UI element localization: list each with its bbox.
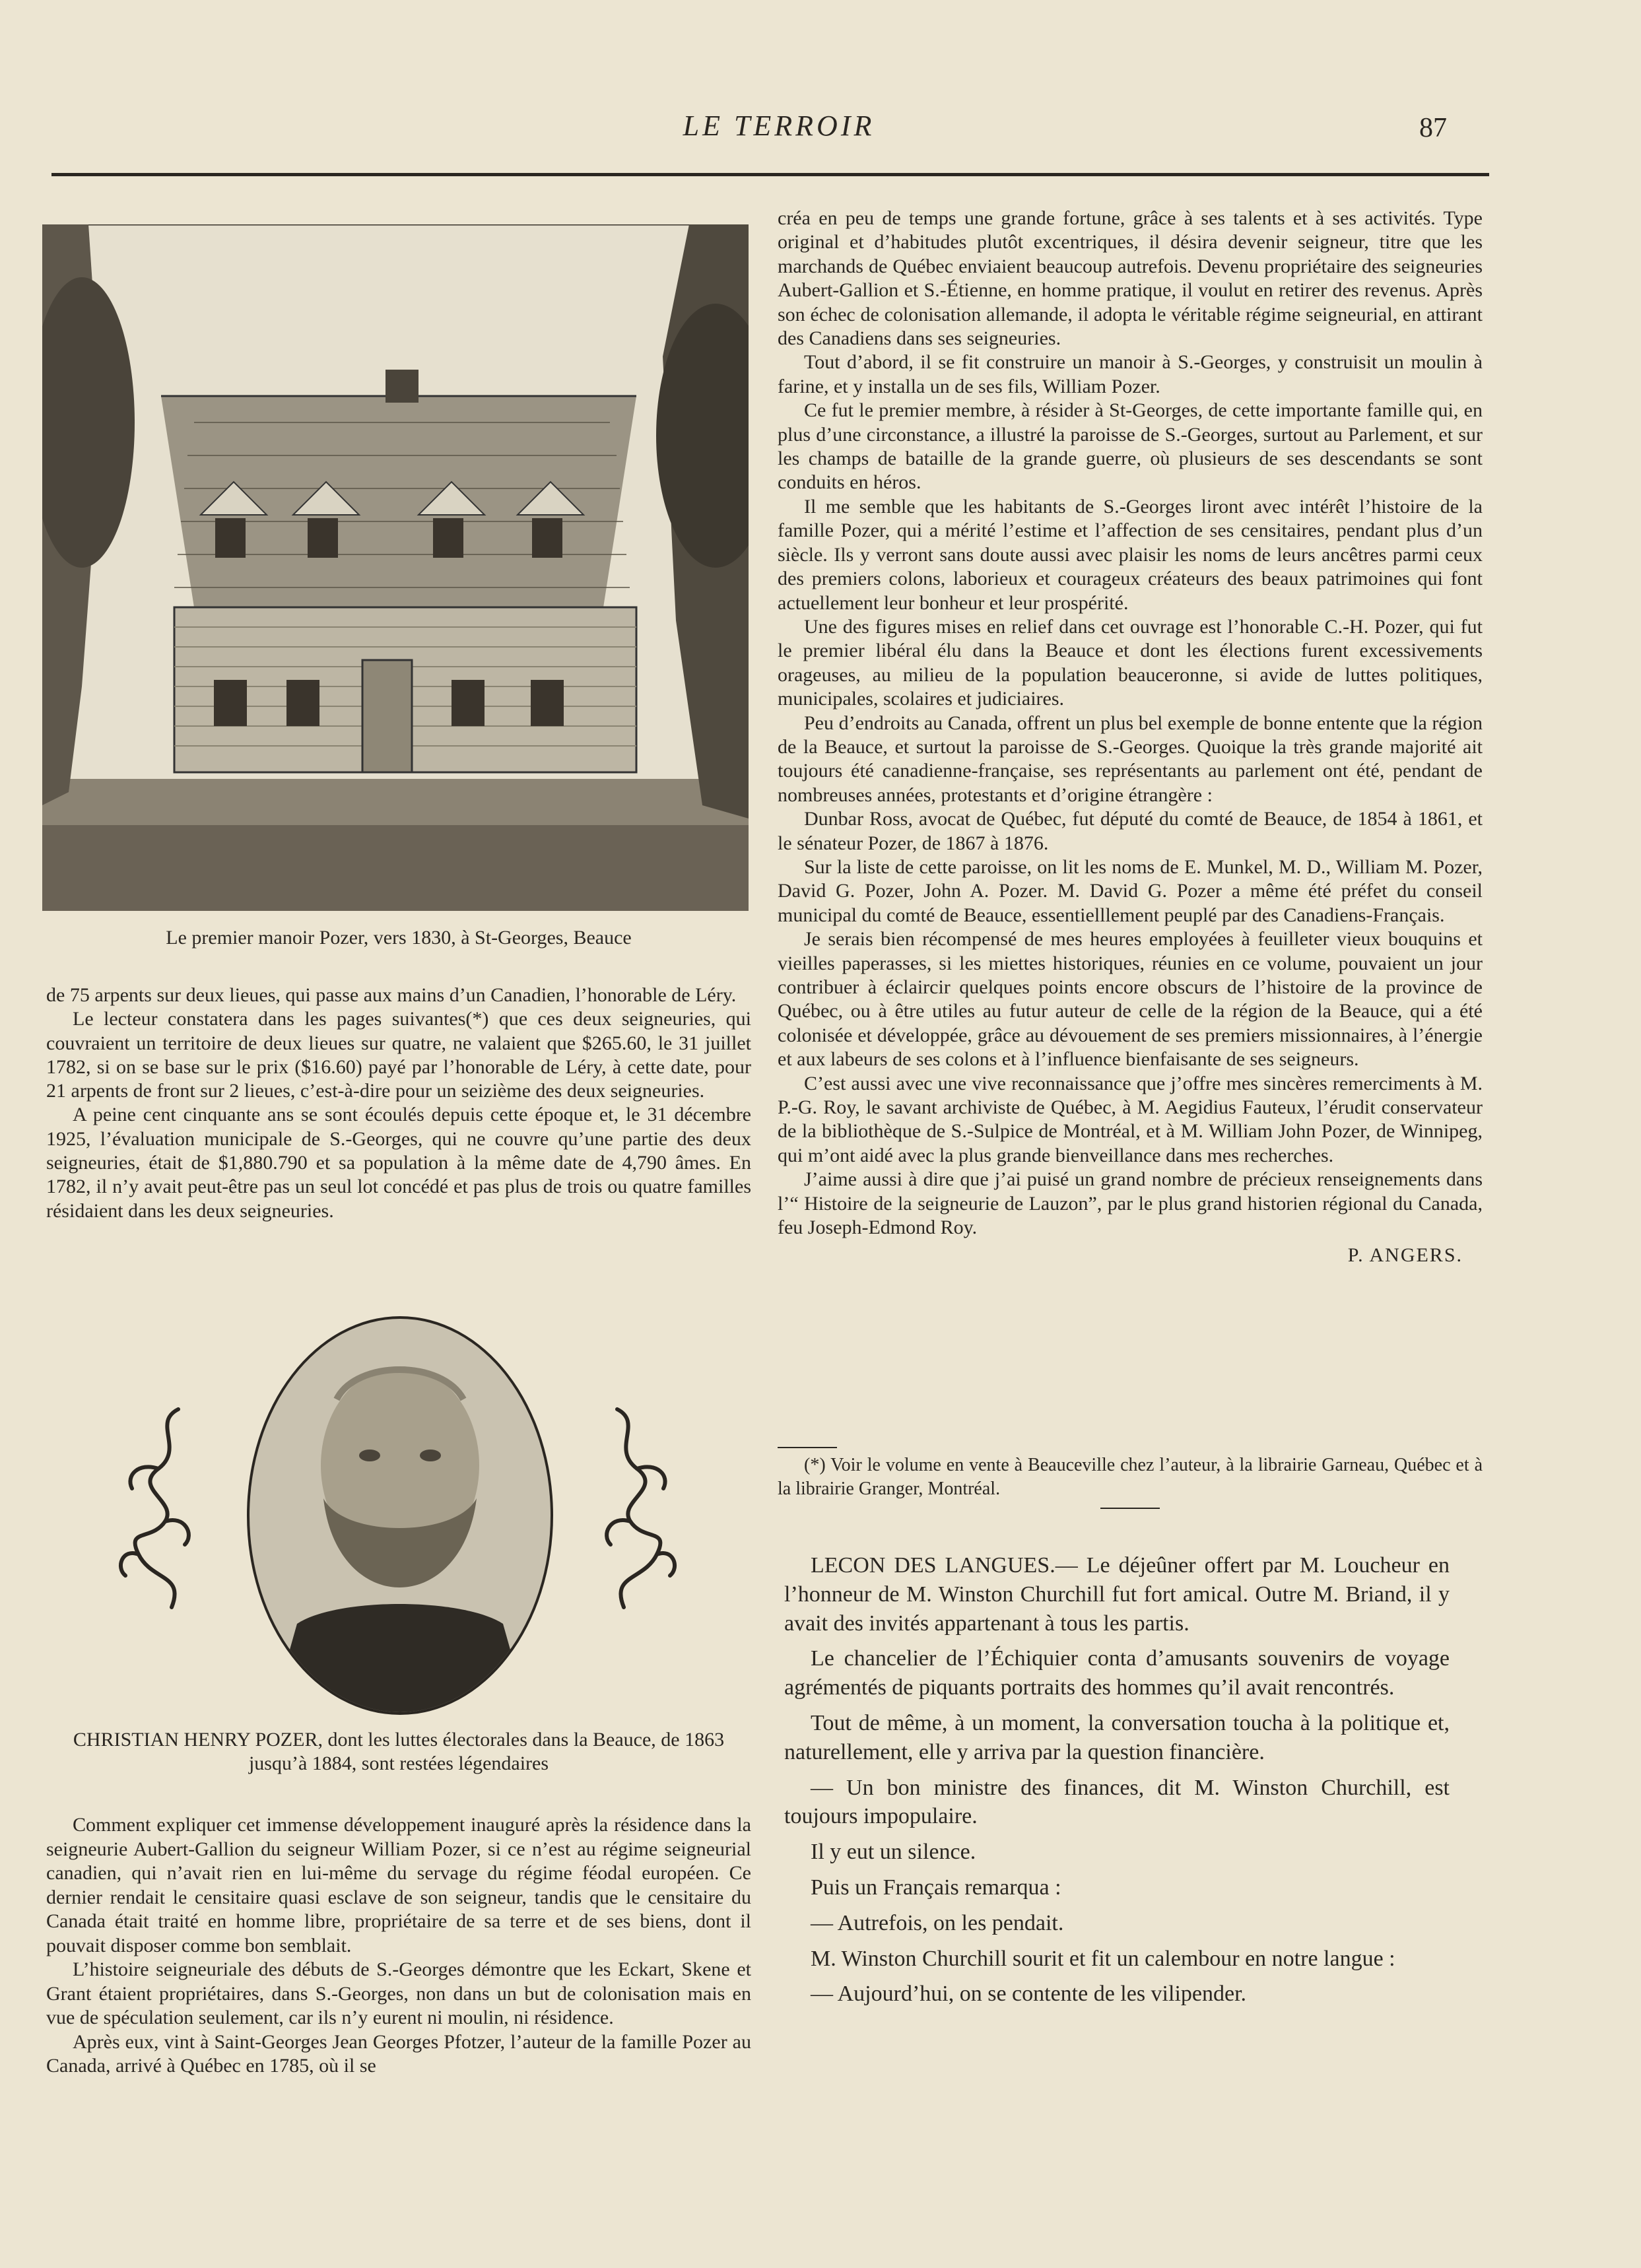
paragraph: M. Winston Churchill sourit et fit un calembour en notre langue :	[811, 1946, 1395, 1971]
paragraph: Puis un Français remarqua :	[811, 1875, 1061, 1900]
running-title: LE TERROIR	[683, 110, 875, 142]
left-column-top-text	[46, 984, 751, 1223]
paragraph: Le chancelier de l’Échiquier conta d’amusants souvenirs de voyage agrémentés de piquants portraits des hommes qu’il avait rencontrés.	[784, 1646, 1450, 1700]
paragraph: Comment expliquer cet immense développement inauguré après la résidence dans la seigneurie Aubert-Gallion du seigneur William Pozer, si ce n’est au régime seigneurial canadien, qui n’avait rien en lui-même du servage du régime féodal européen. Ce dernier rendait le censitaire quasi esclave de son seigneur, tandis que le censitaire du Canada était traité en homme libre, propriétaire de sa terre et de ses biens, dont il pouvait disposer comme bon semblait.	[46, 1814, 751, 1956]
paragraph: Sur la liste de cette paroisse, on lit les noms de E. Munkel, M. D., William M. Pozer, David G. Pozer, John A. Pozer. M. David G. Pozer a même été préfet du conseil municipal du comté de Beauce, essentielllement peuplé par des Canadiens-Français.	[778, 855, 1483, 926]
footnote: (*) Voir le volume en vente à Beauceville chez l’auteur, à la librairie Garneau, Québec et à la librairie Granger, Montréal.	[778, 1455, 1483, 1499]
portrait-caption: CHRISTIAN HENRY POZER, dont les luttes électorales dans la Beauce, de 1863 jusqu’à 1884, sont restées légendaires	[73, 1729, 725, 1774]
portrait-photo	[244, 1314, 556, 1718]
ornament-right	[594, 1403, 683, 1614]
paragraph: LECON DES LANGUES.— Le déjeûner offert par M. Loucheur en l’honneur de M. Winston Churchill fut fort amical. Outre M. Briand, il y avait des invités appartenant à tous les partis.	[784, 1553, 1450, 1636]
paragraph: Ce fut le premier membre, à résider à St-Georges, de cette importante famille qui, en plus d’une circonstance, a illustré la paroisse de S.-Georges, surtout au Parlement, et sur les champs de bataille de la grande guerre, où plusieurs de ses descendants se sont conduits en héros.	[778, 399, 1483, 494]
paragraph: Après eux, vint à Saint-Georges Jean Georges Pfotzer, l’auteur de la famille Pozer au Canada, arrivé à Québec en 1785, où il se	[46, 2030, 751, 2077]
right-column-text	[778, 207, 1483, 1268]
paragraph: L’histoire seigneuriale des débuts de S.-Georges démontre que les Eckart, Skene et Grant étaient propriétaires, dans S.-Georges, non dans un but de colonisation mais en vue de spéculation seulement, car ils n’y eurent ni moulin, ni résidence.	[46, 1958, 751, 2028]
paragraph: Une des figures mises en relief dans cet ouvrage est l’honorable C.-H. Pozer, qui fut le premier libéral élu dans la Beauce et dont les élections furent excessivements orageuses, au milieu de la population beauceronne, si avide de luttes politiques, municipales, scolaires et judiciaires.	[778, 615, 1483, 710]
header-rule	[51, 173, 1489, 176]
footnote-end-rule	[1100, 1508, 1160, 1509]
paragraph: C’est aussi avec une vive reconnaissance que j’offre mes sincères remerciments à M. P.-G. Roy, le savant archiviste de Québec, à M. Aegidius Fauteux, l’érudit conservateur de la bibliothèque de S.-Sulpice de Montréal, et à M. William John Pozer, de Winnipeg, qui m’ont aidé avec la plus grande bienveillance dans mes recherches.	[778, 1072, 1483, 1166]
paragraph: Peu d’endroits au Canada, offrent un plus bel exemple de bonne entente que la région de la Beauce, et surtout la paroisse de S.-Georges. Quoique la très grande majorité ait toujours été canadienne-française, ses représentants au parlement ont été, pendant de nombreuses années, protestants et d’origine étrangère :	[778, 712, 1483, 806]
footnote-rule	[778, 1447, 837, 1448]
paragraph: — Aujourd’hui, on se contente de les vilipender.	[811, 1982, 1247, 2007]
paragraph: J’aime aussi à dire que j’ai puisé un grand nombre de précieux renseignements dans l’“ Histoire de la seigneurie de Lauzon”, par le plus grand historien régional du Canada, feu Joseph-Edmond Roy.	[778, 1168, 1483, 1239]
paragraph: A peine cent cinquante ans se sont écoulés depuis cette époque et, le 31 décembre 1925, l’évaluation municipale de S.-Georges, qui ne couvre qu’une partie des deux seigneuries, était de $1,880.790 et sa population à la même date de 4,790 âmes. En 1782, il n’y avait peut-être pas un seul lot concédé et pas plus de trois ou quatre familles résidaient dans les deux seigneuries.	[46, 1104, 751, 1222]
left-column-bottom-text	[46, 1813, 751, 2079]
page-number: 87	[1419, 113, 1447, 143]
paragraph: Tout d’abord, il se fit construire un manoir à S.-Georges, y construisit un moulin à farine, et y installa un de ses fils, William Pozer.	[778, 351, 1483, 397]
paragraph: Il y eut un silence.	[811, 1840, 976, 1865]
paragraph: Dunbar Ross, avocat de Québec, fut député du comté de Beauce, de 1854 à 1861, et le sénateur Pozer, de 1867 à 1876.	[778, 808, 1483, 854]
signature: P. ANGERS.	[1347, 1244, 1463, 1267]
paragraph: Il me semble que les habitants de S.-Georges liront avec intérêt l’histoire de la famille Pozer, qui a mérité l’estime et l’affection de ses censitaires, pendant plus d’un siècle. Ils y verront sans doute aussi avec plaisir les noms de leurs ancêtres parmi ceux des premiers colons, laborieux et courageux créateurs des beaux patrimoines qui font actuellement leur bonheur et leur prospérité.	[778, 495, 1483, 614]
paragraph: Le lecteur constatera dans les pages suivantes(*) que ces deux seigneuries, qui couvraient un territoire de deux lieues sur quatre, ne valaient que $265.60, le 31 juillet 1782, si on se base sur le prix ($16.60) payé par l’honorable de Léry, à cette date, pour 21 arpents de front sur 2 lieues, c’est-à-dire pour un seizième des deux seigneuries.	[46, 1008, 751, 1102]
paragraph: Je serais bien récompensé de mes heures employées à feuilleter vieux bouquins et vieilles paperasses, si les miettes historiques, réunies en ce volume, pouvaient un jour contribuer à éclaircir quelques points encore obscurs de l’histoire de la province de Québec, ou à être utiles au futur auteur de celle de la région de la Beauce, qui a été colonisée et développée, grâce au dévouement de ses premiers missionnaires, à l’énergie et aux labeurs de ses colons et à l’influence bienfaisante de ses seigneurs.	[778, 928, 1483, 1071]
lecon-des-langues-article	[784, 1551, 1450, 2015]
paragraph: créa en peu de temps une grande fortune, grâce à ses talents et à ses activités. Type original et d’habitudes plutôt excentriques, il désira devenir seigneur, titre que les marchands de Québec enviaient beaucoup autrefois. Devenu propriétaire des seigneuries Aubert-Gallion et S.-Étienne, en homme pratique, il voulut en retirer des revenus. Après son échec de colonisation allemande, il adopta le véritable régime seigneurial, en attirant des Canadiens dans ses seigneuries.	[778, 207, 1483, 350]
paragraph: — Un bon ministre des finances, dit M. Winston Churchill, est toujours impopulaire.	[784, 1775, 1450, 1829]
paragraph: — Autrefois, on les pendait.	[811, 1910, 1064, 1935]
manor-caption: Le premier manoir Pozer, vers 1830, à St-Georges, Beauce	[166, 927, 632, 949]
paragraph: de 75 arpents sur deux lieues, qui passe aux mains d’un Canadien, l’honorable de Léry.	[46, 984, 737, 1006]
paragraph: Tout de même, à un moment, la conversation toucha à la politique et, naturellement, elle y arriva par la question financière.	[784, 1710, 1450, 1764]
manor-illustration	[42, 224, 749, 911]
footnote-block	[778, 1447, 1483, 1509]
ornament-left	[112, 1403, 201, 1614]
